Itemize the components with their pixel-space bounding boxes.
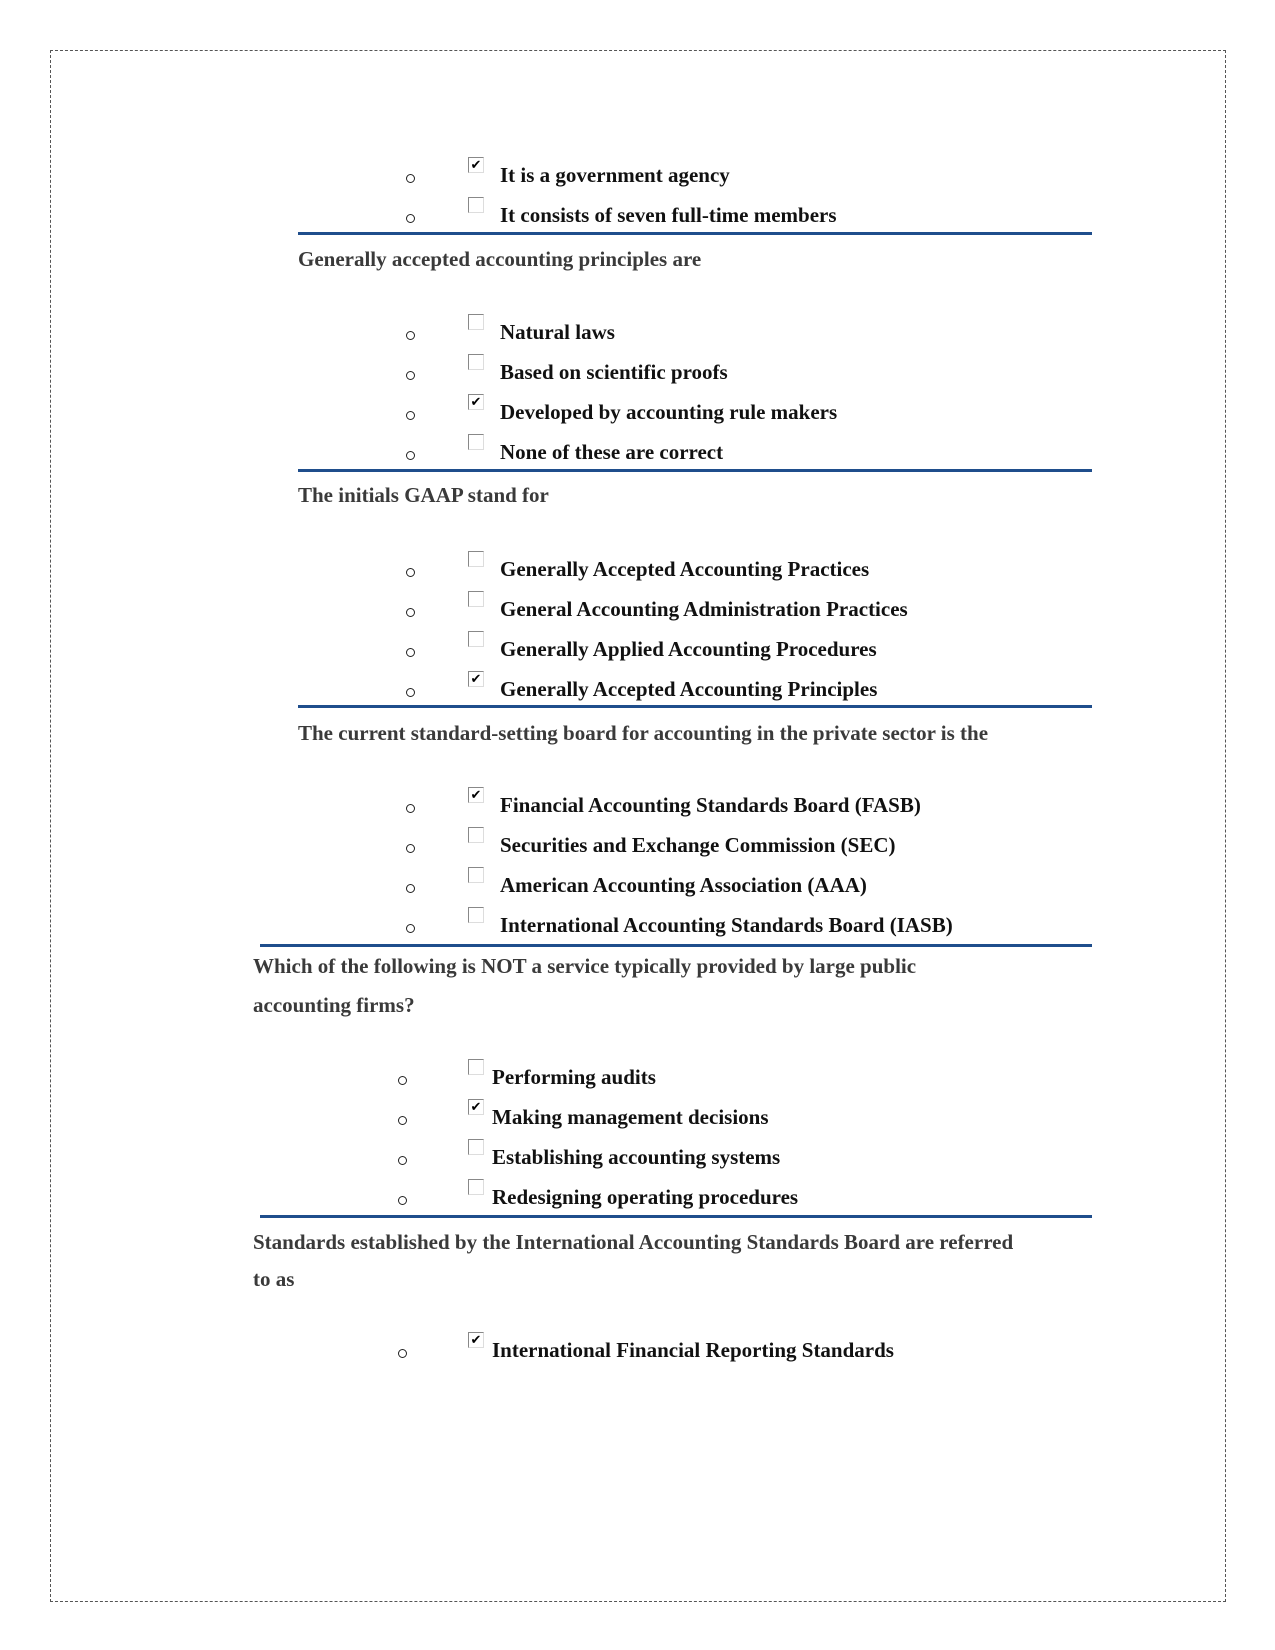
bullet-icon — [406, 214, 415, 223]
checkbox-unchecked[interactable] — [468, 1179, 484, 1195]
checkbox-unchecked[interactable] — [468, 551, 484, 567]
question-text: Which of the following is NOT a service typically provided by large public — [253, 954, 917, 978]
option-label: International Financial Reporting Standards — [492, 1338, 894, 1362]
question-text: The current standard-setting board for accounting in the private sector is the — [298, 721, 989, 745]
checkbox-checked[interactable] — [468, 1099, 484, 1115]
option-label: Natural laws — [500, 320, 615, 344]
checkbox-unchecked[interactable] — [468, 434, 484, 450]
option-label: None of these are correct — [500, 440, 724, 464]
bullet-icon — [406, 411, 415, 420]
bullet-icon — [406, 608, 415, 617]
page-border — [50, 50, 1226, 1602]
checkmark-icon: ✔ — [470, 157, 482, 172]
section-divider — [260, 944, 1092, 947]
question-text: Generally accepted accounting principles are — [298, 247, 702, 271]
bullet-icon — [406, 648, 415, 657]
checkmark-icon: ✔ — [470, 1332, 482, 1347]
checkbox-unchecked[interactable] — [468, 827, 484, 843]
section-divider — [298, 469, 1092, 472]
bullet-icon — [398, 1116, 407, 1125]
option-label: Establishing accounting systems — [492, 1145, 781, 1169]
checkbox-checked[interactable] — [468, 671, 484, 687]
checkbox-checked[interactable] — [468, 157, 484, 173]
bullet-icon — [406, 924, 415, 933]
checkbox-unchecked[interactable] — [468, 907, 484, 923]
checkmark-icon: ✔ — [470, 1099, 482, 1114]
option-label: It consists of seven full-time members — [500, 203, 837, 227]
checkbox-unchecked[interactable] — [468, 631, 484, 647]
checkbox-checked[interactable] — [468, 394, 484, 410]
section-divider — [298, 232, 1092, 235]
section-divider — [260, 1215, 1092, 1218]
bullet-icon — [406, 844, 415, 853]
option-label: Financial Accounting Standards Board (FASB) — [500, 793, 921, 817]
option-label: General Accounting Administration Practices — [500, 597, 908, 621]
checkbox-unchecked[interactable] — [468, 354, 484, 370]
bullet-icon — [406, 331, 415, 340]
bullet-icon — [398, 1196, 407, 1205]
option-label: Redesigning operating procedures — [492, 1185, 799, 1209]
bullet-icon — [406, 451, 415, 460]
checkbox-unchecked[interactable] — [468, 591, 484, 607]
option-label: Based on scientific proofs — [500, 360, 728, 384]
option-label: Generally Accepted Accounting Practices — [500, 557, 870, 581]
checkbox-unchecked[interactable] — [468, 1059, 484, 1075]
checkbox-checked[interactable] — [468, 787, 484, 803]
checkbox-unchecked[interactable] — [468, 314, 484, 330]
bullet-icon — [398, 1156, 407, 1165]
option-label: Generally Accepted Accounting Principles — [500, 677, 878, 701]
checkmark-icon: ✔ — [470, 394, 482, 409]
option-label: It is a government agency — [500, 163, 730, 187]
bullet-icon — [406, 371, 415, 380]
bullet-icon — [398, 1349, 407, 1358]
section-divider — [298, 705, 1092, 708]
checkbox-checked[interactable] — [468, 1332, 484, 1348]
option-label: American Accounting Association (AAA) — [500, 873, 867, 897]
question-text: Standards established by the International Accounting Standards Board are referred — [253, 1230, 1014, 1254]
question-text: to as — [253, 1267, 295, 1291]
bullet-icon — [406, 688, 415, 697]
option-label: Developed by accounting rule makers — [500, 400, 838, 424]
bullet-icon — [406, 884, 415, 893]
option-label: Securities and Exchange Commission (SEC) — [500, 833, 896, 857]
checkmark-icon: ✔ — [470, 671, 482, 686]
bullet-icon — [398, 1076, 407, 1085]
option-label: Generally Applied Accounting Procedures — [500, 637, 877, 661]
bullet-icon — [406, 804, 415, 813]
question-text: The initials GAAP stand for — [298, 483, 549, 507]
checkbox-unchecked[interactable] — [468, 197, 484, 213]
option-label: Performing audits — [492, 1065, 656, 1089]
checkbox-unchecked[interactable] — [468, 1139, 484, 1155]
checkmark-icon: ✔ — [470, 787, 482, 802]
bullet-icon — [406, 174, 415, 183]
question-text: accounting firms? — [253, 993, 415, 1017]
option-label: Making management decisions — [492, 1105, 769, 1129]
option-label: International Accounting Standards Board (IASB) — [500, 913, 953, 937]
checkbox-unchecked[interactable] — [468, 867, 484, 883]
bullet-icon — [406, 568, 415, 577]
